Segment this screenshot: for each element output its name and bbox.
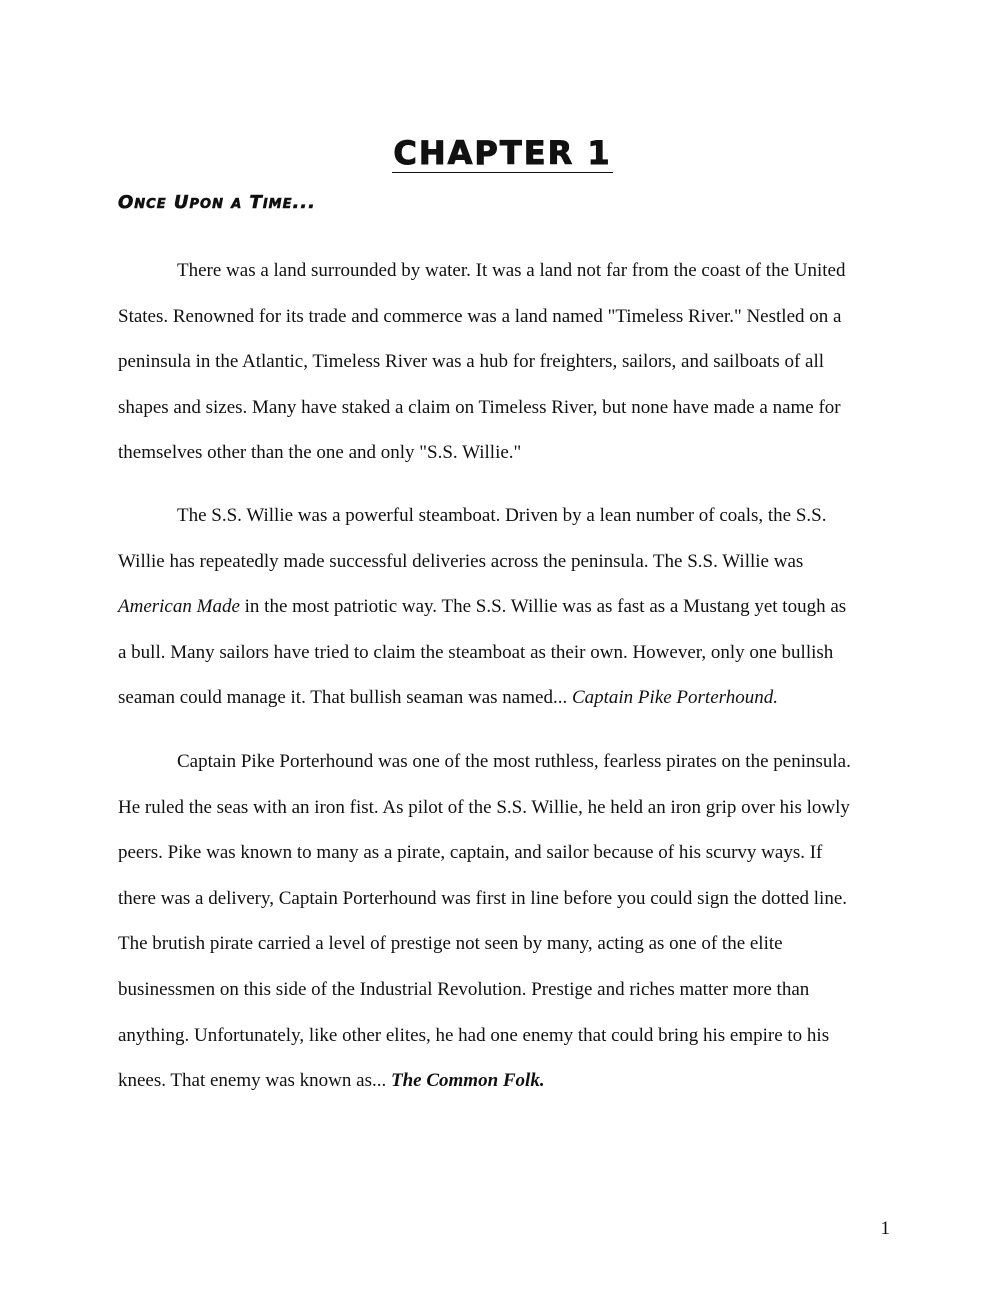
chapter-title-text: CHAPTER 1 <box>393 134 612 172</box>
paragraph-line: anything. Unfortunately, like other elites, he had one enemy that could bring his empire to his <box>118 1024 830 1046</box>
paragraph-line: The S.S. Willie was a powerful steamboat. Driven by a lean number of coals, the S.S. <box>177 505 827 526</box>
paragraph-line: peers. Pike was known to many as a pirate, captain, and sailor because of his scurvy ways. If <box>118 842 823 864</box>
paragraph-line: businessmen on this side of the Industrial Revolution. Prestige and riches matter more than <box>118 978 810 1000</box>
paragraph-line: there was a delivery, Captain Porterhound was first in line before you could sign the dotted line. <box>118 887 848 909</box>
paragraph-line: Willie has repeatedly made successful deliveries across the peninsula. The S.S. Willie was <box>118 550 804 572</box>
line-segment: knees. That enemy was known as... <box>118 1070 391 1092</box>
line-segment: seaman could manage it. That bullish seaman was named... <box>118 687 572 709</box>
paragraph-1 <box>118 248 893 476</box>
paragraph-3 <box>118 739 893 1104</box>
line-segment: in the most patriotic way. The S.S. Willie was as fast as a Mustang yet tough as <box>239 596 847 618</box>
paragraph-line: a bull. Many sailors have tried to claim the steamboat as their own. However, only one bullish <box>118 641 834 663</box>
italic-phrase-captain-name: Captain Pike Porterhound. <box>571 687 778 709</box>
bold-italic-phrase-common-folk: The Common Folk. <box>390 1070 545 1092</box>
paragraph-line: Captain Pike Porterhound was one of the most ruthless, fearless pirates on the peninsula. <box>177 751 851 772</box>
paragraph-line: peninsula in the Atlantic, Timeless River was a hub for freighters, sailors, and sailboats of all <box>118 351 825 373</box>
paragraph-line <box>118 1058 893 1104</box>
paragraph-line: themselves other than the one and only "S.S. Willie." <box>118 442 522 464</box>
chapter-title <box>0 134 1005 173</box>
paragraph-2 <box>118 493 893 721</box>
paragraph-line: There was a land surrounded by water. It was a land not far from the coast of the United <box>177 260 846 281</box>
chapter-subtitle: Once Upon a Time... <box>118 192 316 213</box>
paragraph-line: shapes and sizes. Many have staked a claim on Timeless River, but none have made a name for <box>118 396 841 418</box>
paragraph-line <box>118 584 893 630</box>
paragraph-line: He ruled the seas with an iron fist. As pilot of the S.S. Willie, he held an iron grip over his lowly <box>118 796 850 818</box>
italic-phrase-american-made: American Made <box>118 596 240 618</box>
paragraph-line: The brutish pirate carried a level of prestige not seen by many, acting as one of the elite <box>118 933 783 955</box>
page-number: 1 <box>880 1218 890 1239</box>
paragraph-line: States. Renowned for its trade and commerce was a land named "Timeless River." Nestled on a <box>118 305 842 327</box>
paragraph-line <box>118 675 893 721</box>
